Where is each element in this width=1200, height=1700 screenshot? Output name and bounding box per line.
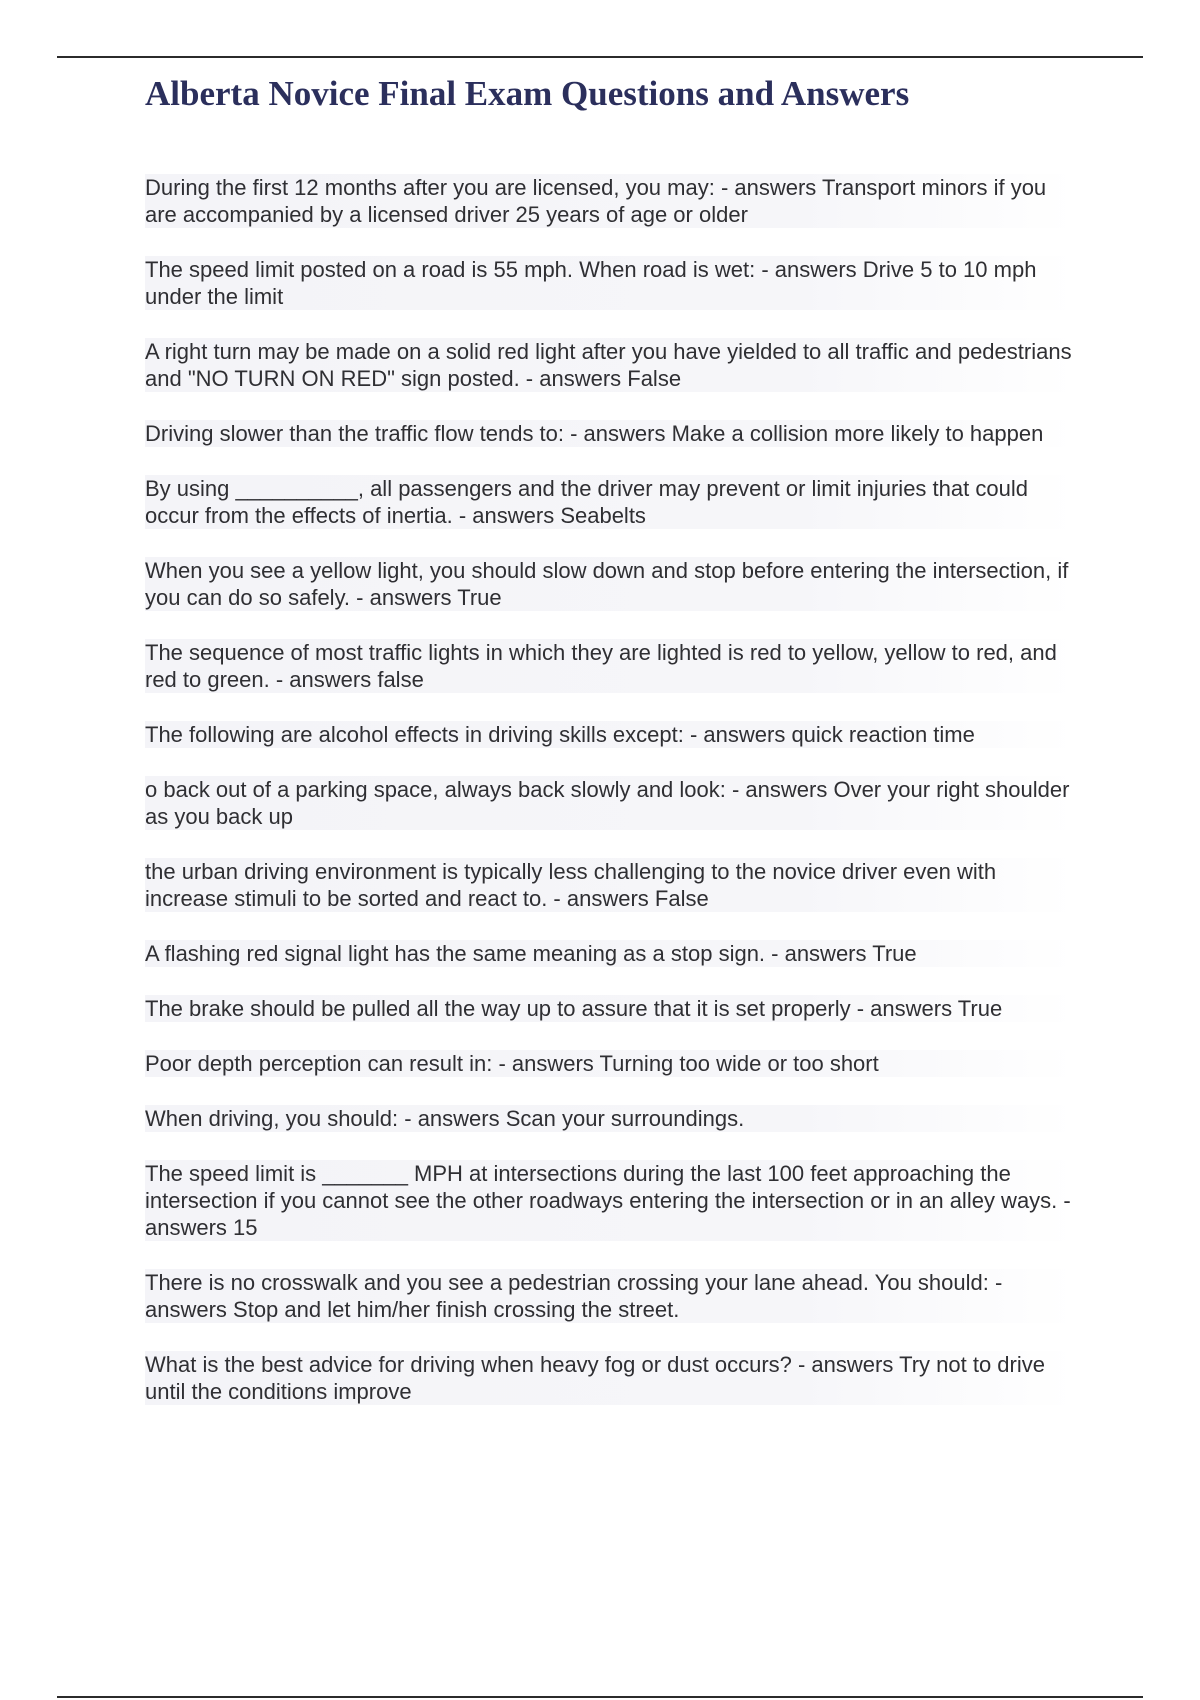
qa-item: Poor depth perception can result in: - answers Turning too wide or too short (145, 1050, 1075, 1077)
qa-item: By using __________, all passengers and the driver may prevent or limit injuries that could occur from the effects of inertia. - answers Seabelts (145, 475, 1075, 529)
qa-item: Driving slower than the traffic flow tends to: - answers Make a collision more likely to happen (145, 420, 1075, 447)
qa-item: When driving, you should: - answers Scan your surroundings. (145, 1105, 1075, 1132)
bottom-rule (57, 1696, 1143, 1698)
qa-item: the urban driving environment is typically less challenging to the novice driver even with increase stimuli to be sorted and react to. - answers False (145, 858, 1075, 912)
qa-item: A flashing red signal light has the same meaning as a stop sign. - answers True (145, 940, 1075, 967)
qa-item: When you see a yellow light, you should slow down and stop before entering the intersection, if you can do so safely. - answers True (145, 557, 1075, 611)
qa-item: The speed limit is _______ MPH at intersections during the last 100 feet approaching the intersection if you cannot see the other roadways entering the intersection or in an alley ways. - answers 15 (145, 1160, 1075, 1241)
qa-item: o back out of a parking space, always back slowly and look: - answers Over your right shoulder as you back up (145, 776, 1075, 830)
qa-item: What is the best advice for driving when heavy fog or dust occurs? - answers Try not to drive until the conditions improve (145, 1351, 1075, 1405)
qa-item: The brake should be pulled all the way up to assure that it is set properly - answers True (145, 995, 1075, 1022)
document-body (145, 70, 1075, 1433)
document-title: Alberta Novice Final Exam Questions and Answers (145, 74, 910, 113)
qa-item: The speed limit posted on a road is 55 mph. When road is wet: - answers Drive 5 to 10 mph under the limit (145, 256, 1075, 310)
qa-item: There is no crosswalk and you see a pedestrian crossing your lane ahead. You should: - answers Stop and let him/her finish crossing the street. (145, 1269, 1075, 1323)
qa-item: The following are alcohol effects in driving skills except: - answers quick reaction time (145, 721, 1075, 748)
qa-list (145, 174, 1075, 1405)
qa-item: The sequence of most traffic lights in which they are lighted is red to yellow, yellow to red, and red to green. - answers false (145, 639, 1075, 693)
qa-item: During the first 12 months after you are licensed, you may: - answers Transport minors if you are accompanied by a licensed driver 25 years of age or older (145, 174, 1075, 228)
top-rule (57, 56, 1143, 58)
qa-item: A right turn may be made on a solid red light after you have yielded to all traffic and pedestrians and "NO TURN ON RED" sign posted. - answers False (145, 338, 1075, 392)
